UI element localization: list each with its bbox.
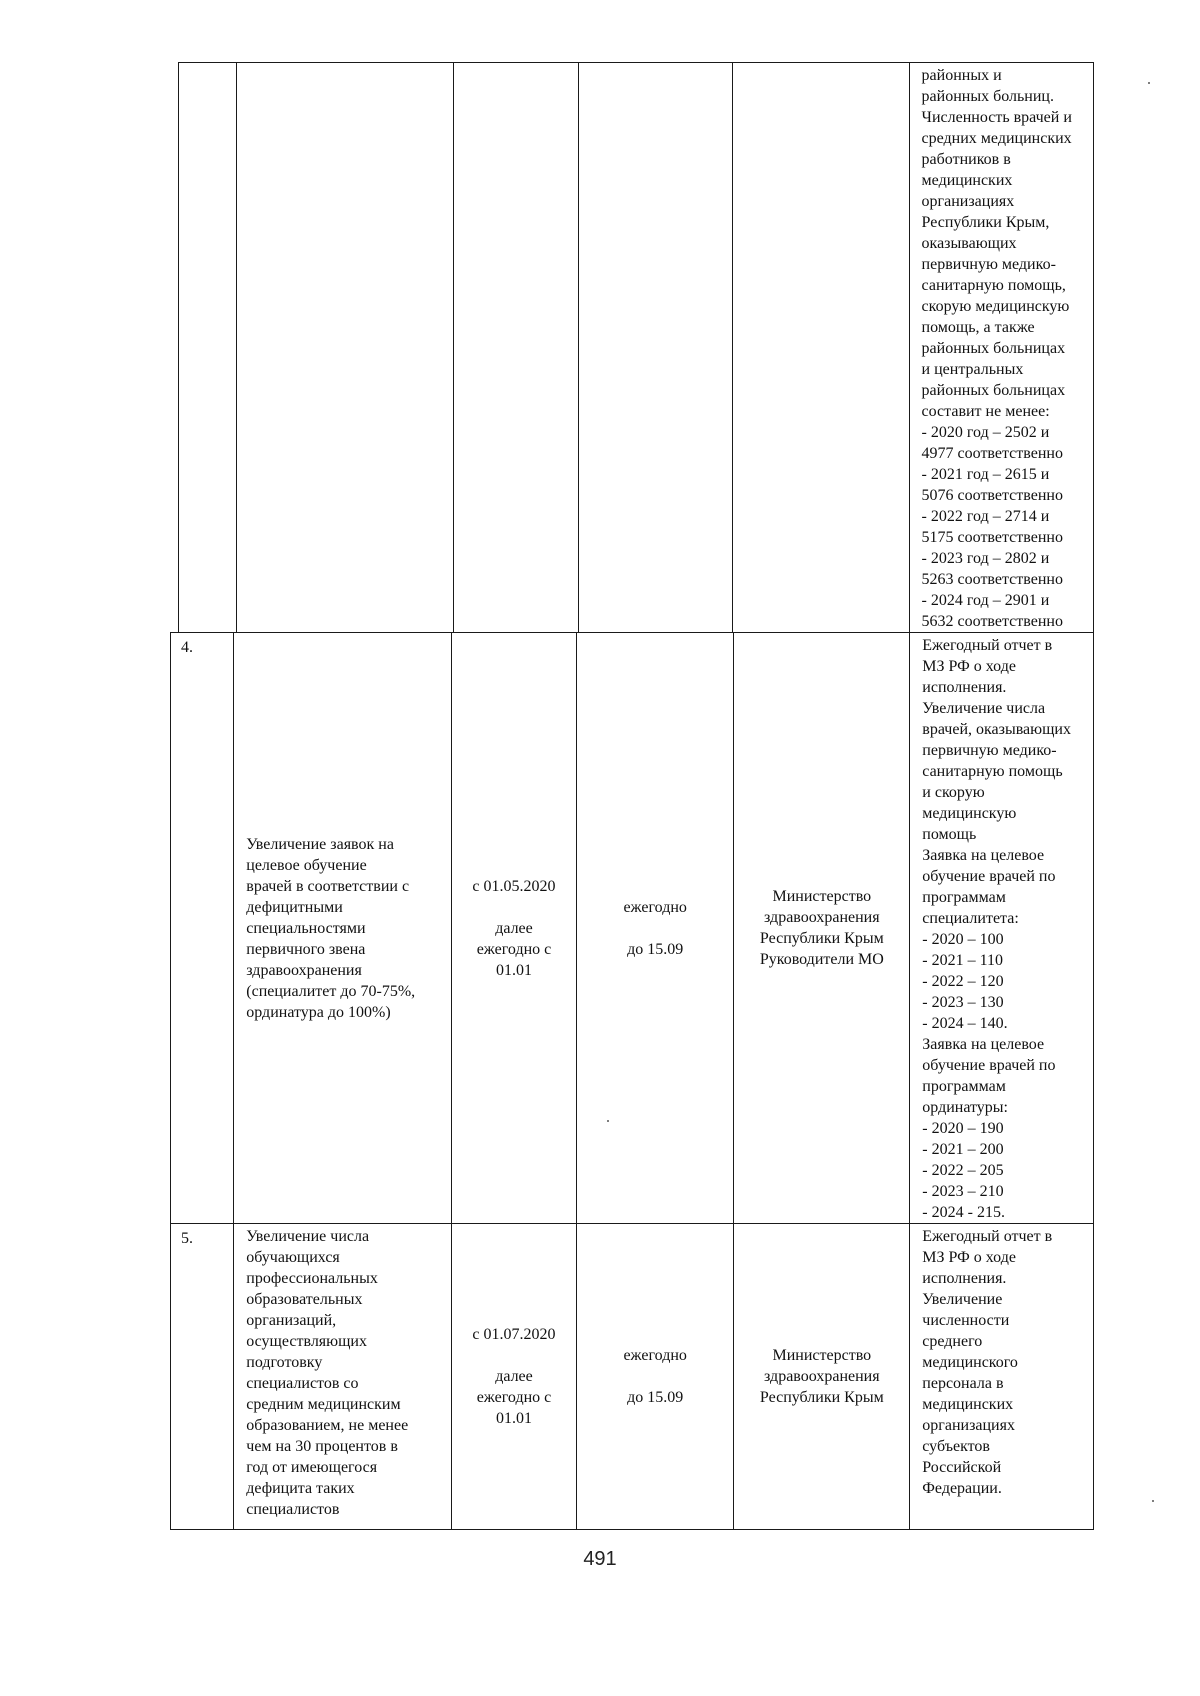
scan-speck xyxy=(607,1120,609,1122)
result-cell xyxy=(909,63,1093,633)
deadline-cell xyxy=(578,63,733,633)
task-text: Увеличение числа обучающихся профессиональных образовательных организаций, осуществляющих подготовку специалистов со средним медицинским образованием, не менее чем на 30 процентов в год от имеющегося дефицита таких специалистов xyxy=(246,1228,409,1518)
scan-speck xyxy=(1148,82,1150,84)
plan-table-continued xyxy=(178,62,1094,633)
start-date-text: с 01.07.2020 далее ежегодно с 01.01 xyxy=(472,1326,556,1427)
table-row xyxy=(179,63,1094,633)
deadline-text: ежегодно до 15.09 xyxy=(623,898,687,958)
deadline-text: ежегодно до 15.09 xyxy=(623,1347,687,1406)
row-number-cell xyxy=(171,633,234,1224)
result-cell xyxy=(910,1224,1094,1530)
task-cell xyxy=(234,633,452,1224)
start-date-cell xyxy=(451,633,576,1224)
deadline-cell xyxy=(577,633,734,1224)
result-cell xyxy=(910,633,1094,1224)
row-number-cell xyxy=(171,1224,234,1530)
responsible-text: Министерство здравоохранения Республики Крым Руководители МО xyxy=(759,888,884,968)
row-number: 4. xyxy=(181,639,193,656)
table-row xyxy=(171,633,1094,1224)
deadline-cell xyxy=(577,1224,734,1530)
table-row xyxy=(171,1224,1094,1530)
responsible-cell xyxy=(734,633,910,1224)
row-number: 5. xyxy=(181,1230,193,1247)
start-date-cell xyxy=(451,1224,576,1530)
start-date-cell xyxy=(453,63,578,633)
scan-speck xyxy=(1152,1500,1154,1502)
task-text: Увеличение заявок на целевое обучение врачей в соответствии с дефицитными специальностями первичного звена здравоохранения (специалитет до 70-75%, ординатура до 100%) xyxy=(246,835,416,1021)
result-text: Ежегодный отчет в МЗ РФ о ходе исполнения. Увеличение числа врачей, оказывающих первичную медико- санитарную помощь и скорую медицинскую помощь Заявка на целевое обучение врачей по программам специалитета: - 2020 – 100 - 2021 – 110 - 2022 – 120 - 2023 – 130 - 2024 – 140. Заявка на целевое обучение врачей по программам ординатуры: - 2020 – 190 - 2021 – 200 - 2022 – 205 - 2023 – 210 - 2024 - 215. xyxy=(922,637,1071,1221)
result-text: Ежегодный отчет в МЗ РФ о ходе исполнения. Увеличение численности среднего медицинского персонала в медицинских организациях субъектов Российской Федерации. xyxy=(922,1228,1053,1497)
row-number-cell xyxy=(179,63,237,633)
responsible-cell xyxy=(734,1224,910,1530)
responsible-cell xyxy=(733,63,909,633)
page-number: 491 xyxy=(583,1548,617,1570)
row-number xyxy=(179,63,236,67)
start-date-text: с 01.05.2020 далее ежегодно с 01.01 xyxy=(472,877,556,979)
result-text: районных и районных больниц. Численность врачей и средних медицинских работников в медицинских организациях Республики Крым, оказывающих первичную медико- санитарную помощь, скорую медицинскую помощь, а также районных больницах и центральных районных больницах составит не менее: - 2020 год – 2502 и 4977 соответственно - 2021 год – 2615 и 5076 соответственно - 2022 год – 2714 и 5175 соответственно - 2023 год – 2802 и 5263 соответственно - 2024 год – 2901 и 5632 соответственно xyxy=(921,67,1072,630)
task-cell xyxy=(234,1224,452,1530)
task-cell xyxy=(236,63,453,633)
responsible-text: Министерство здравоохранения Республики Крым xyxy=(759,1347,884,1406)
plan-table-main xyxy=(170,632,1094,1530)
